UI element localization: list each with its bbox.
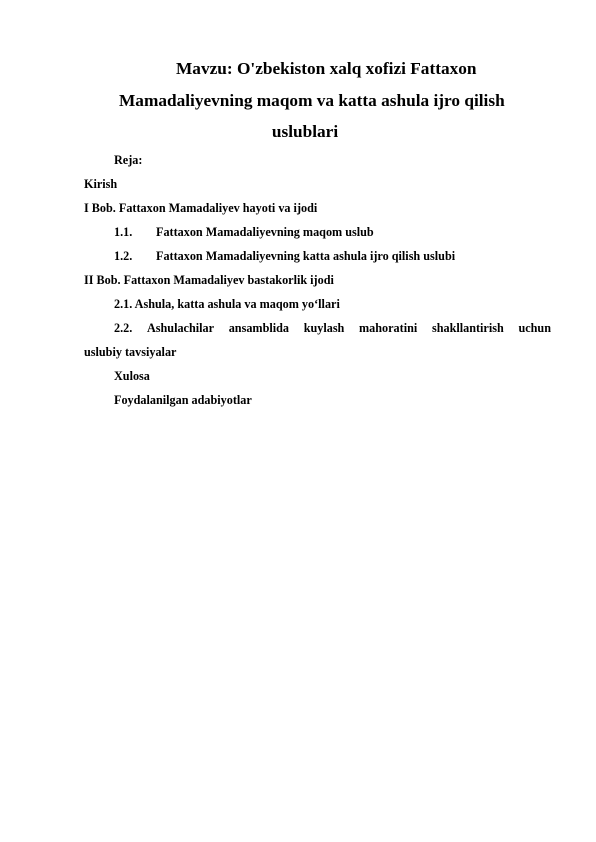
title-line-1: Mavzu: O'zbekiston xalq xofizi Fattaxon — [176, 59, 477, 78]
plan-section-2-2-continued: uslubiy tavsiyalar — [84, 345, 177, 359]
plan-conclusion: Xulosa — [114, 369, 150, 383]
plan-section-1-2 — [114, 248, 455, 264]
section-word: mahoratini — [359, 321, 418, 335]
plan-section-2-1: 2.1. Ashula, katta ashula va maqom yo‘llari — [114, 297, 340, 311]
section-word: 2.2. — [114, 321, 133, 335]
section-title: Fattaxon Mamadaliyevning katta ashula ijro qilish uslubi — [156, 249, 456, 263]
plan-chapter-1: I Bob. Fattaxon Mamadaliyev hayoti va ijodi — [84, 201, 318, 215]
title-line-2: Mamadaliyevning maqom va katta ashula ijro qilish — [119, 91, 505, 110]
section-title: Fattaxon Mamadaliyevning maqom uslub — [156, 225, 374, 239]
section-number: 1.1. — [114, 225, 133, 239]
plan-intro: Kirish — [84, 177, 118, 191]
section-word: kuylash — [303, 321, 345, 335]
section-word: ansamblida — [228, 321, 289, 335]
title-line-3: uslublari — [271, 122, 339, 141]
plan-section-1-1 — [114, 224, 374, 240]
plan-chapter-2: II Bob. Fattaxon Mamadaliyev bastakorlik ijodi — [84, 273, 334, 287]
section-word: uchun — [518, 321, 551, 335]
plan-references: Foydalanilgan adabiyotlar — [114, 393, 252, 407]
section-number: 1.2. — [114, 249, 133, 263]
section-word: Ashulachilar — [146, 321, 215, 335]
section-word: shakllantirish — [431, 321, 504, 335]
plan-section-2-2 — [114, 320, 551, 336]
plan-heading: Reja: — [114, 153, 143, 167]
